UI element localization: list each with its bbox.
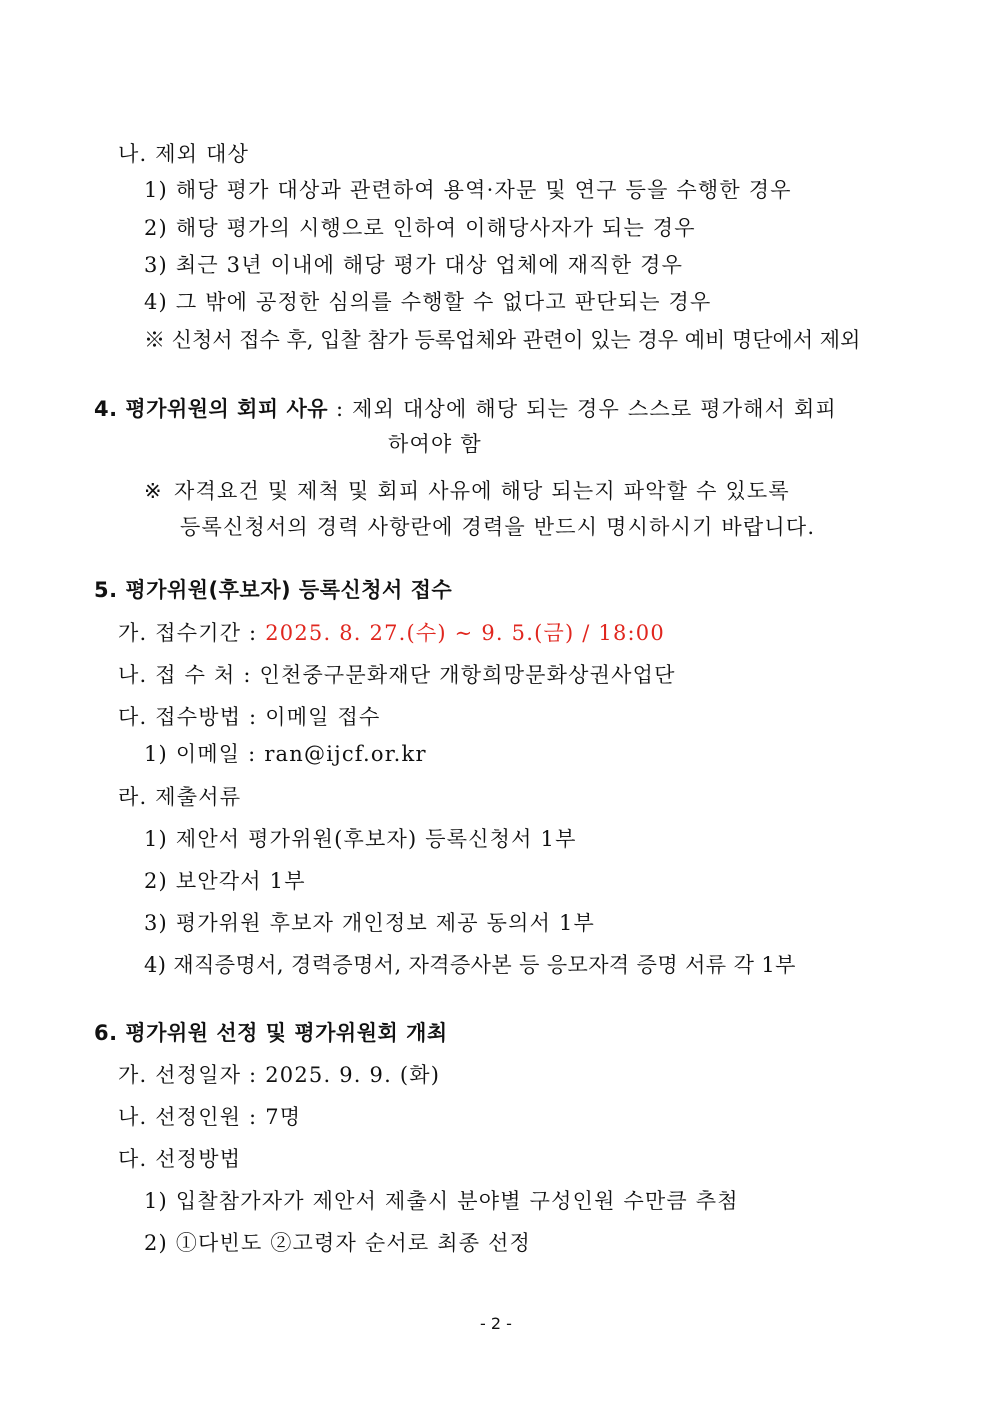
page-number: - 2 - <box>480 1314 512 1333</box>
exclusion-item-2: 2) 해당 평가의 시행으로 인하여 이해당사자가 되는 경우 <box>144 216 696 240</box>
exclusion-item-3: 3) 최근 3년 이내에 해당 평가 대상 업체에 재직한 경우 <box>144 253 684 277</box>
document-item-2: 2) 보안각서 1부 <box>144 869 306 893</box>
exclusion-title: 나. 제외 대상 <box>118 142 250 166</box>
selection-date: 가. 선정일자 : 2025. 9. 9. (화) <box>118 1063 441 1087</box>
selection-method-1: 1) 입찰참가자가 제안서 제출시 분야별 구성인원 수만큼 추첨 <box>144 1189 739 1213</box>
submission-place: 나. 접 수 처 : 인천중구문화재단 개항희망문화상권사업단 <box>118 663 676 687</box>
section4-note-text-1: 자격요건 및 제척 및 회피 사유에 해당 되는지 파악할 수 있도록 <box>174 479 790 503</box>
submission-email: 1) 이메일 : ran@ijcf.or.kr <box>144 742 427 766</box>
section4-heading: 4. 평가위원의 회피 사유 <box>94 397 329 421</box>
submission-period-value: 2025. 8. 27.(수) ∼ 9. 5.(금) / 18:00 <box>265 621 665 645</box>
section4-text-2: 하여야 함 <box>388 432 482 456</box>
section5-heading: 5. 평가위원(후보자) 등록신청서 접수 <box>94 578 453 602</box>
selection-count: 나. 선정인원 : 7명 <box>118 1105 302 1129</box>
submission-period <box>118 619 665 647</box>
section4-note-line1 <box>144 477 790 505</box>
note-mark: ※ <box>144 479 163 503</box>
documents-title: 라. 제출서류 <box>118 785 242 809</box>
submission-method: 다. 접수방법 : 이메일 접수 <box>118 705 381 729</box>
selection-method-title: 다. 선정방법 <box>118 1147 242 1171</box>
section4-note-line2: 등록신청서의 경력 사항란에 경력을 반드시 명시하시기 바랍니다. <box>180 515 816 539</box>
section4-text-1: 제외 대상에 해당 되는 경우 스스로 평가해서 회피 <box>352 397 838 421</box>
document-item-1: 1) 제안서 평가위원(후보자) 등록신청서 1부 <box>144 827 577 851</box>
exclusion-item-4: 4) 그 밖에 공정한 심의를 수행할 수 없다고 판단되는 경우 <box>144 290 712 314</box>
section4-separator: : <box>336 397 345 421</box>
submission-period-label: 가. 접수기간 : <box>118 621 266 645</box>
document-item-3: 3) 평가위원 후보자 개인정보 제공 동의서 1부 <box>144 911 596 935</box>
selection-method-2: 2) ①다빈도 ②고령자 순서로 최종 선정 <box>144 1231 532 1255</box>
exclusion-note: ※ 신청서 접수 후, 입찰 참가 등록업체와 관련이 있는 경우 예비 명단에서 제외 <box>144 328 861 352</box>
section4-line1 <box>94 395 837 423</box>
section6-heading: 6. 평가위원 선정 및 평가위원회 개최 <box>94 1021 448 1045</box>
exclusion-item-1: 1) 해당 평가 대상과 관련하여 용역·자문 및 연구 등을 수행한 경우 <box>144 178 792 202</box>
document-item-4: 4) 재직증명서, 경력증명서, 자격증사본 등 응모자격 증명 서류 각 1부 <box>144 953 796 977</box>
